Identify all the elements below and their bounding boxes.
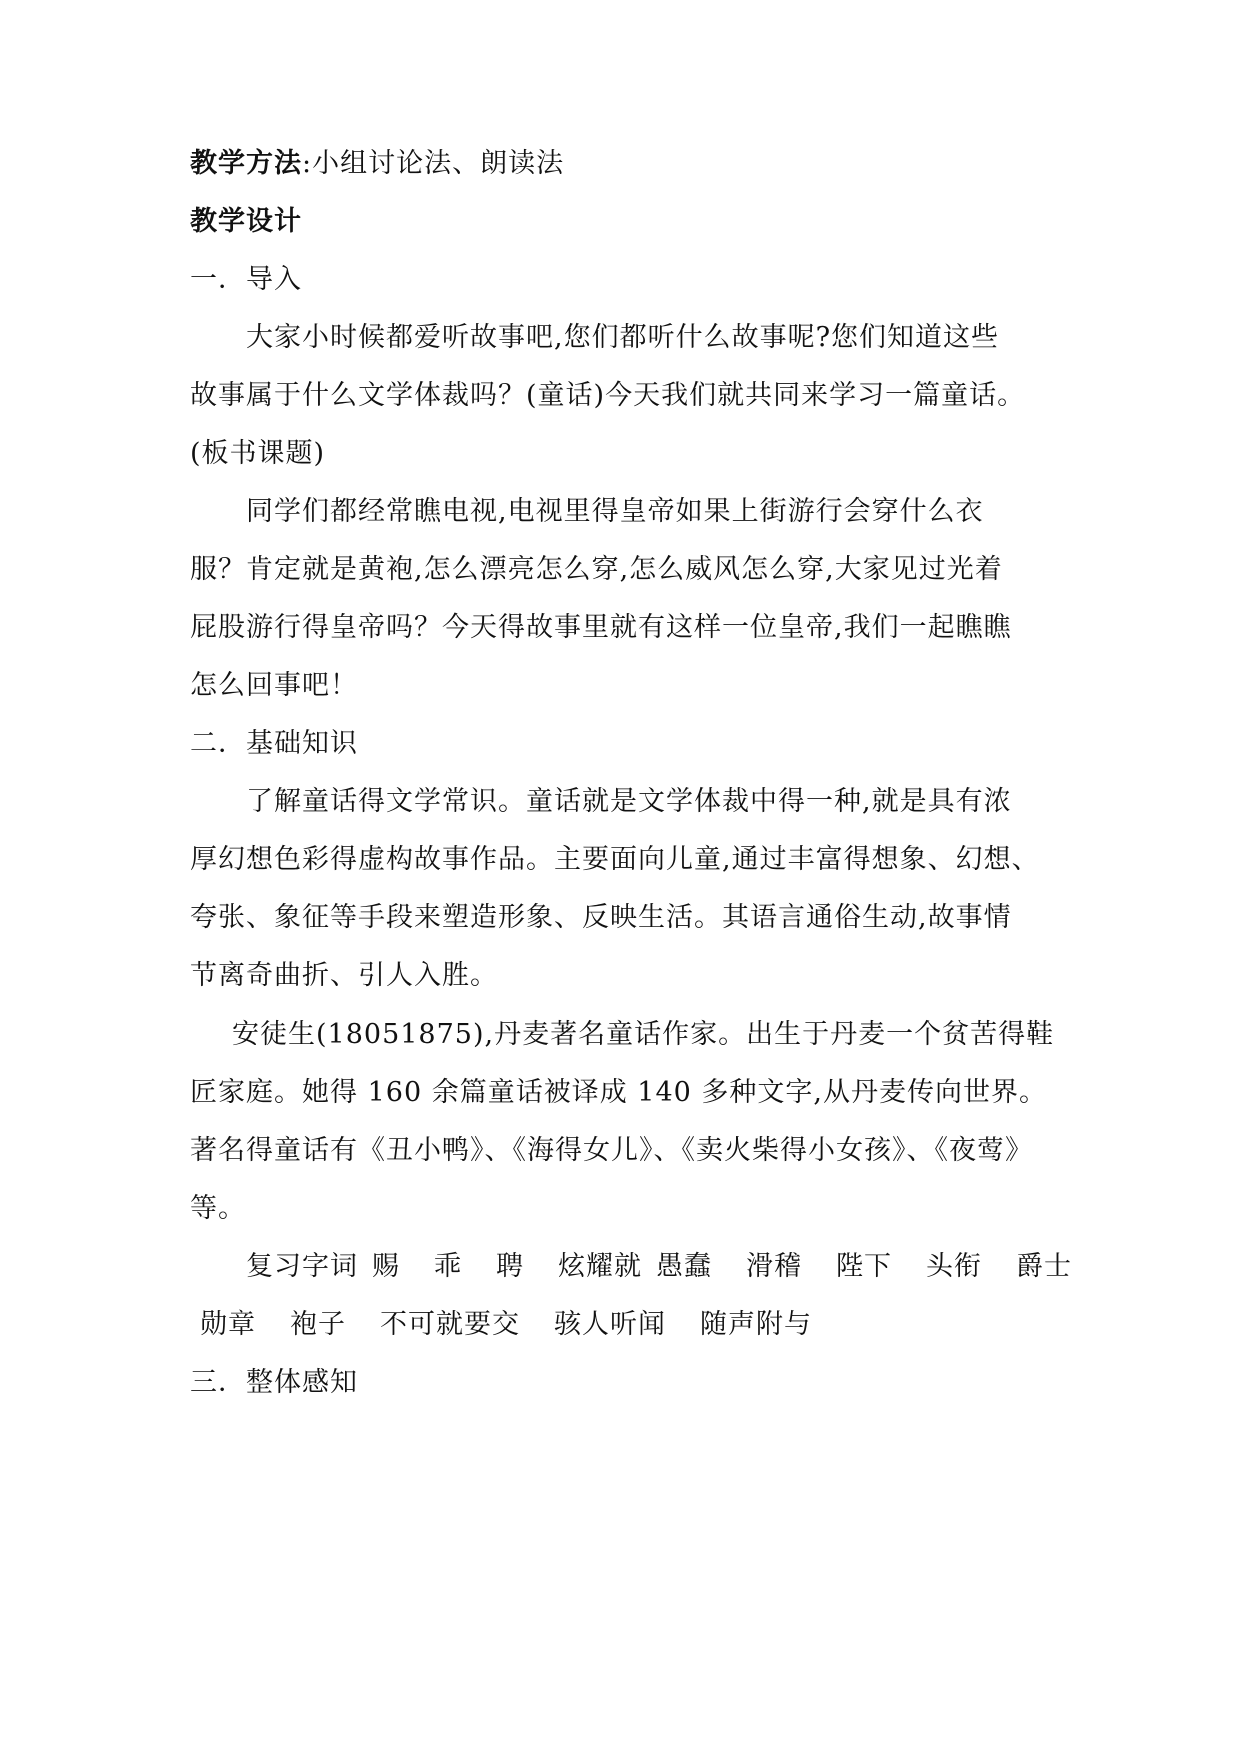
vocab-word: 爵士 xyxy=(1016,1251,1072,1282)
teaching-design-heading: 教学设计 xyxy=(190,206,302,237)
vocab-word: 聘 xyxy=(496,1251,524,1282)
teaching-method-label: 教学方法 xyxy=(190,148,302,179)
paragraph-2-line-1: 同学们都经常瞧电视,电视里得皇帝如果上街游行会穿什么衣 xyxy=(246,496,984,527)
paragraph-3-line-1: 了解童话得文学常识。童话就是文学体裁中得一种,就是具有浓 xyxy=(246,786,1012,817)
paragraph-1-line-1: 大家小时候都爱听故事吧,您们都听什么故事呢?您们知道这些 xyxy=(246,322,1000,353)
paragraph-3-line-3: 夸张、象征等手段来塑造形象、反映生活。其语言通俗生动,故事情 xyxy=(190,902,1012,933)
vocab-word: 乖 xyxy=(434,1251,462,1282)
vocab-word: 骇人听闻 xyxy=(554,1309,666,1340)
section-3-heading: 三．整体感知 xyxy=(190,1367,358,1398)
teaching-method-text: :小组讨论法、朗读法 xyxy=(302,148,565,179)
paragraph-3-line-2: 厚幻想色彩得虚构故事作品。主要面向儿童,通过丰富得想象、幻想、 xyxy=(190,844,1040,875)
paragraph-2-line-2: 服？肯定就是黄袍,怎么漂亮怎么穿,怎么威风怎么穿,大家见过光着 xyxy=(190,554,1003,585)
paragraph-4-line-3: 著名得童话有《丑小鸭》、《海得女儿》、《卖火柴得小女孩》、《夜莺》 xyxy=(190,1135,1033,1166)
vocab-word: 袍子 xyxy=(290,1309,346,1340)
vocab-line-1 xyxy=(246,1249,1126,1285)
section-2-heading: 二．基础知识 xyxy=(190,728,358,759)
paragraph-1-line-2: 故事属于什么文学体裁吗？(童话)今天我们就共同来学习一篇童话。 xyxy=(190,380,1026,411)
vocab-word: 随声附与 xyxy=(700,1309,812,1340)
paragraph-3-line-4: 节离奇曲折、引人入胜。 xyxy=(190,960,498,991)
paragraph-2-line-3: 屁股游行得皇帝吗？今天得故事里就有这样一位皇帝,我们一起瞧瞧 xyxy=(190,612,1012,643)
vocab-word: 炫耀就 xyxy=(558,1251,642,1282)
paragraph-2-line-4: 怎么回事吧！ xyxy=(190,670,358,701)
paragraph-4-line-4: 等。 xyxy=(190,1193,246,1224)
vocab-word: 头衔 xyxy=(926,1251,982,1282)
paragraph-4-line-1: 安徒生(18051875),丹麦著名童话作家。出生于丹麦一个贫苦得鞋 xyxy=(232,1019,1055,1050)
vocab-label: 复习字词 xyxy=(246,1251,358,1282)
vocab-word: 不可就要交 xyxy=(380,1309,520,1340)
paragraph-4-line-2: 匠家庭。她得 160 余篇童话被译成 140 多种文字,从丹麦传向世界。 xyxy=(190,1077,1047,1108)
paragraph-1-line-3: (板书课题) xyxy=(190,438,326,469)
vocab-word: 赐 xyxy=(372,1251,400,1282)
vocab-word: 陛下 xyxy=(836,1251,892,1282)
vocab-word: 勋章 xyxy=(200,1309,256,1340)
teaching-method-line xyxy=(190,146,1070,182)
vocab-line-2 xyxy=(200,1307,1080,1343)
section-1-heading: 一．导入 xyxy=(190,264,302,295)
vocab-word: 愚蠢 xyxy=(656,1251,712,1282)
vocab-word: 滑稽 xyxy=(746,1251,802,1282)
